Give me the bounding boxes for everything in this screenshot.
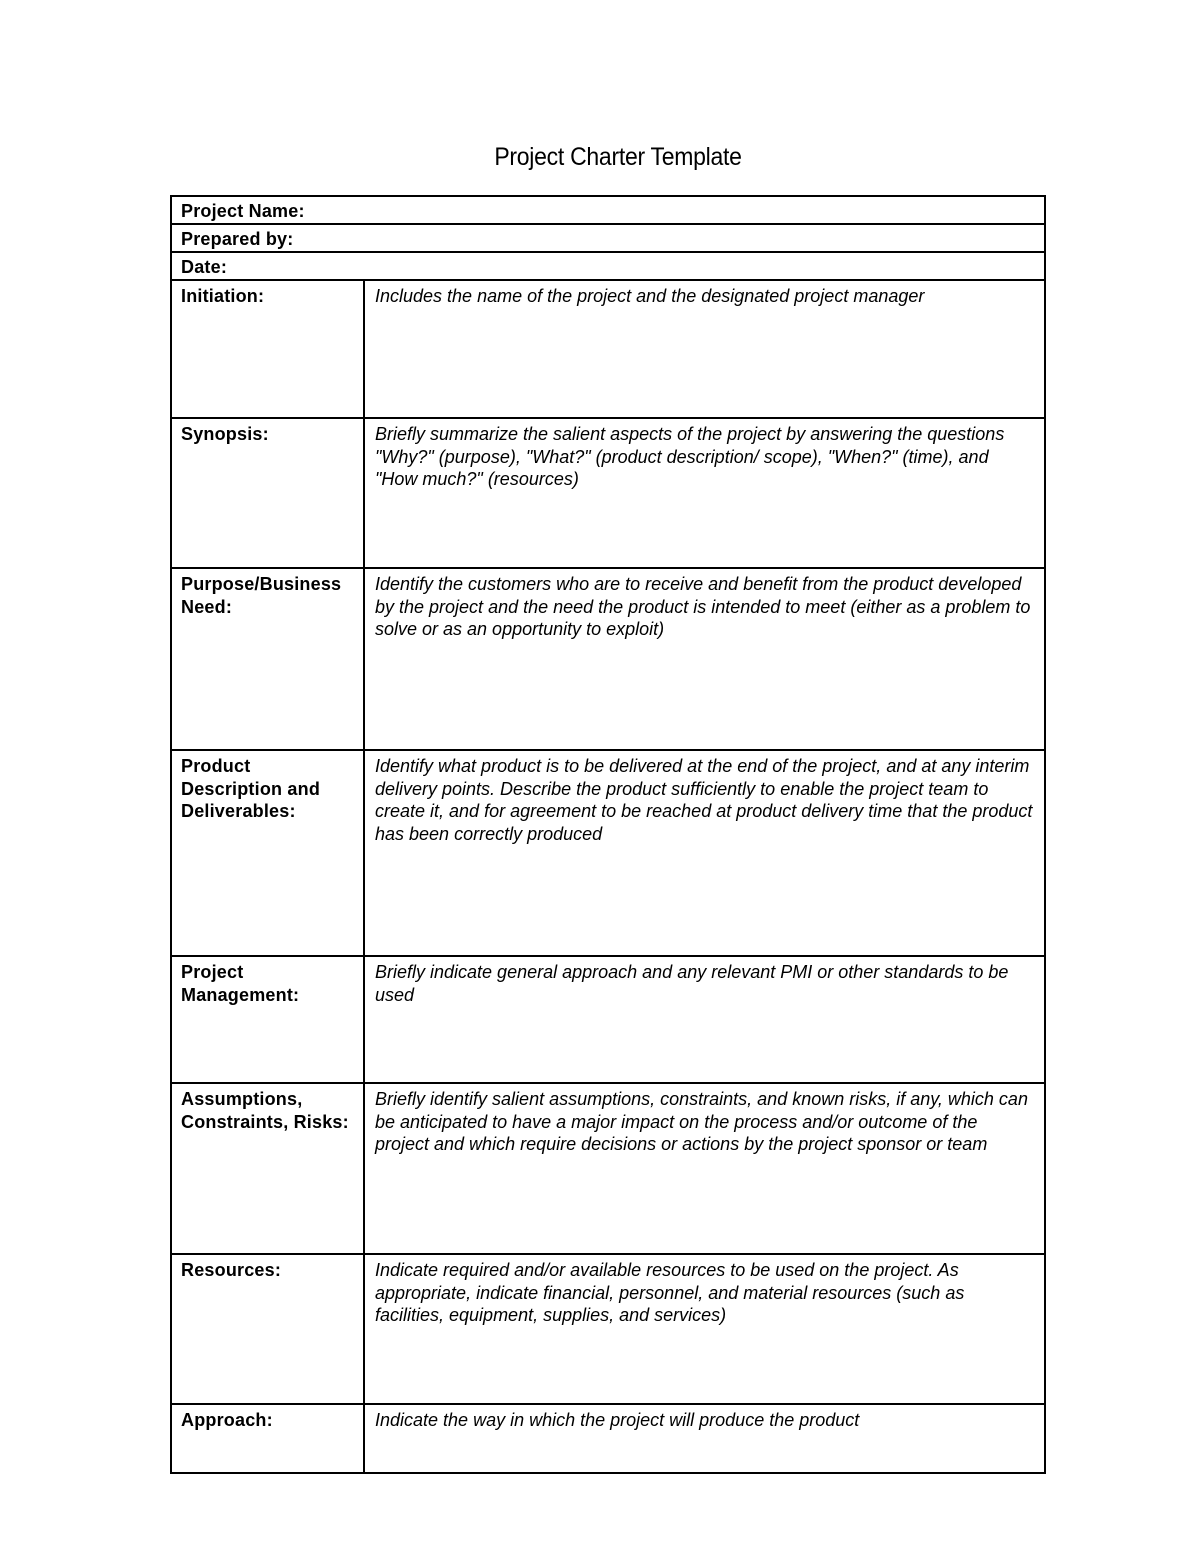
table-row — [171, 568, 1045, 750]
table-row — [171, 224, 1045, 252]
section-label-initiation: Initiation: — [171, 280, 364, 418]
table-row — [171, 418, 1045, 568]
section-label-approach: Approach: — [171, 1404, 364, 1473]
table-row — [171, 196, 1045, 224]
table-row — [171, 1254, 1045, 1404]
project-name-field[interactable]: Project Name: — [171, 196, 1045, 224]
section-description-synopsis[interactable]: Briefly summarize the salient aspects of the project by answering the questions "Why?" (purpose), "What?" (product description/ scope), "When?" (time), and "How much?" (resources) — [364, 418, 1045, 568]
section-label-project-management: Project Management: — [171, 956, 364, 1083]
prepared-by-field[interactable]: Prepared by: — [171, 224, 1045, 252]
section-label-product: Product Description and Deliverables: — [171, 750, 364, 956]
table-row — [171, 1404, 1045, 1473]
section-description-approach[interactable]: Indicate the way in which the project will produce the product — [364, 1404, 1045, 1473]
table-row — [171, 280, 1045, 418]
section-description-assumptions[interactable]: Briefly identify salient assumptions, constraints, and known risks, if any, which can be anticipated to have a major impact on the process and/or outcome of the project and which require decisions or actions by the project sponsor or team — [364, 1083, 1045, 1254]
section-label-purpose: Purpose/Business Need: — [171, 568, 364, 750]
section-label-resources: Resources: — [171, 1254, 364, 1404]
table-row — [171, 1083, 1045, 1254]
section-label-synopsis: Synopsis: — [171, 418, 364, 568]
section-description-product[interactable]: Identify what product is to be delivered at the end of the project, and at any interim delivery points. Describe the product sufficiently to enable the project team to create it, and for agreement to be reached at product delivery time that the product has been correctly produced — [364, 750, 1045, 956]
section-label-assumptions: Assumptions, Constraints, Risks: — [171, 1083, 364, 1254]
page-title: Project Charter Template — [494, 143, 742, 171]
charter-table — [170, 195, 1046, 1474]
section-description-project-management[interactable]: Briefly indicate general approach and any relevant PMI or other standards to be used — [364, 956, 1045, 1083]
section-description-initiation[interactable]: Includes the name of the project and the designated project manager — [364, 280, 1045, 418]
section-description-resources[interactable]: Indicate required and/or available resources to be used on the project. As appropriate, indicate financial, personnel, and material resources (such as facilities, equipment, supplies, and services) — [364, 1254, 1045, 1404]
table-row — [171, 956, 1045, 1083]
table-row — [171, 252, 1045, 280]
section-description-purpose[interactable]: Identify the customers who are to receive and benefit from the product developed by the project and the need the product is intended to meet (either as a problem to solve or as an opportunity to exploit) — [364, 568, 1045, 750]
date-field[interactable]: Date: — [171, 252, 1045, 280]
table-row — [171, 750, 1045, 956]
